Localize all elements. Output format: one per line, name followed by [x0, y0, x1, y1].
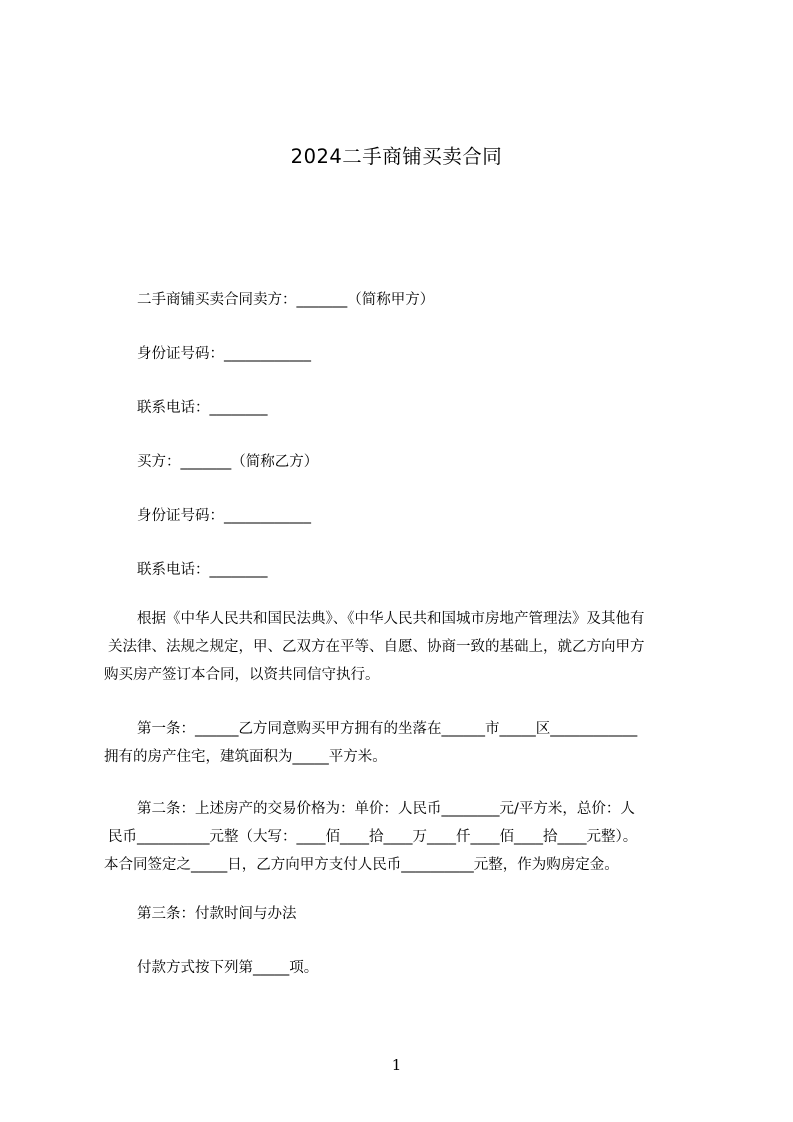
preamble-line-1: 根据《中华人民共和国民法典》、《中华人民共和国城市房地产管理法》及其他有	[137, 611, 645, 627]
article-1-line-2: 拥有的房产住宅，建筑面积为_____平方米。	[104, 749, 387, 765]
seller-line: 二手商铺买卖合同卖方：_______（简称甲方）	[137, 292, 435, 308]
seller-id-line: 身份证号码：____________	[137, 346, 311, 362]
buyer-phone-line: 联系电话：________	[137, 562, 268, 578]
article-2-line-2: 民币__________元整（大写：____佰____拾____万____仟____佰____拾____元整）。	[108, 829, 638, 845]
buyer-id-line: 身份证号码：____________	[137, 508, 311, 524]
buyer-line: 买方：_______（简称乙方）	[137, 454, 319, 470]
article-2-line-1: 第二条：上述房产的交易价格为：单价：人民币________元/平方米，总价：人	[137, 801, 635, 817]
article-1-line-1: 第一条：______乙方同意购买甲方拥有的坐落在______市_____区____________	[137, 721, 638, 737]
article-3-title: 第三条：付款时间与办法	[137, 906, 297, 922]
preamble-line-2: 关法律、法规之规定，甲、乙双方在平等、自愿、协商一致的基础上，就乙方向甲方	[108, 639, 645, 655]
preamble-paragraph	[104, 605, 704, 689]
article-1-paragraph	[104, 715, 704, 771]
seller-phone-line: 联系电话：________	[137, 400, 268, 416]
article-2-line-3: 本合同签定之_____日，乙方向甲方支付人民币__________元整，作为购房定金。	[104, 857, 619, 873]
page-number: 1	[391, 1056, 402, 1074]
article-2-paragraph	[104, 795, 704, 879]
preamble-line-3: 购买房产签订本合同，以资共同信守执行。	[104, 667, 380, 683]
payment-method-line: 付款方式按下列第_____项。	[137, 960, 319, 976]
document-title: 2024二手商铺买卖合同	[290, 145, 503, 168]
